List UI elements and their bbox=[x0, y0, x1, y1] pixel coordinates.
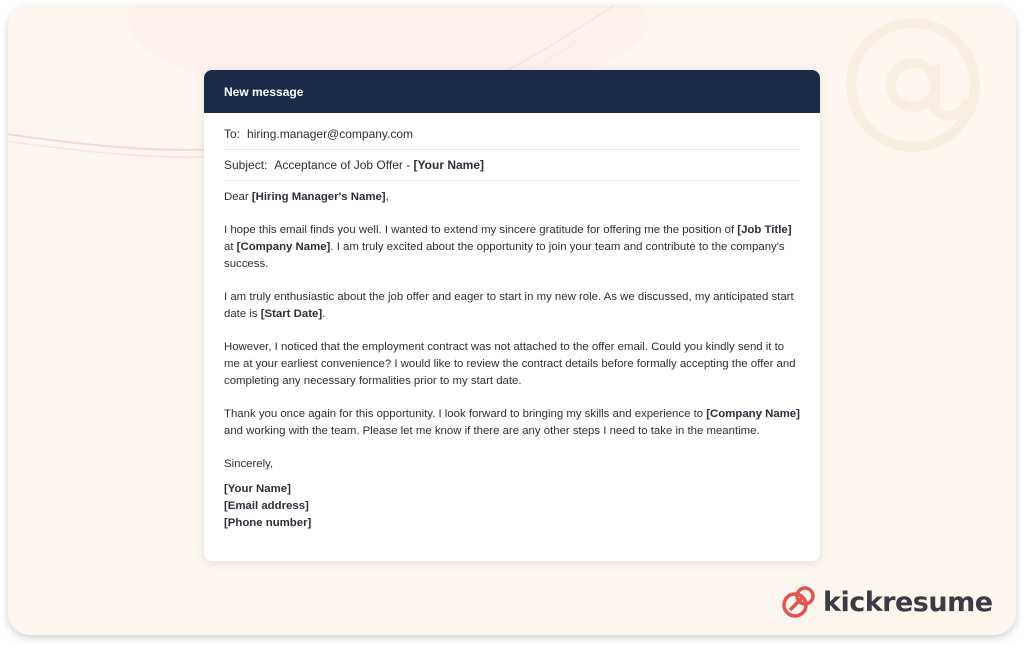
p2-text-1: I am truly enthusiastic about the job offer and eager to start in my new role. As we discussed, my anticipated start date is bbox=[224, 291, 794, 320]
signature-phone: [Phone number] bbox=[224, 516, 312, 529]
salutation-placeholder: [Hiring Manager's Name] bbox=[251, 191, 386, 203]
paragraph-4 bbox=[224, 406, 800, 440]
subject-placeholder: [Your Name] bbox=[413, 158, 484, 172]
kickresume-logo bbox=[781, 584, 993, 620]
to-label: To: bbox=[224, 127, 241, 141]
subject-label: Subject: bbox=[224, 158, 268, 172]
p1-text-1: I hope this email finds you well. I wanted to extend my sincere gratitude for offering me the position of bbox=[224, 224, 738, 237]
at-sign-icon bbox=[851, 23, 975, 147]
signature-block bbox=[224, 481, 800, 531]
p2-start-date: [Start Date] bbox=[260, 307, 323, 320]
message-body[interactable] bbox=[204, 181, 820, 531]
paragraph-3: However, I noticed that the employment contract was not attached to the offer email. Could you kindly send it to me at your earliest convenience? I would like to review the contract details before formally accepting the offer and completing any necessary formalities prior to my start date. bbox=[224, 341, 796, 387]
p2-text-2: . bbox=[322, 307, 326, 320]
to-value[interactable]: hiring.manager@company.com bbox=[247, 127, 414, 141]
subject-value[interactable] bbox=[274, 158, 484, 172]
signature-email: [Email address] bbox=[224, 499, 309, 512]
p4-text-2: and working with the team. Please let me know if there are any other steps I need to take in the meantime. bbox=[224, 424, 760, 437]
kickresume-wordmark: kickresume bbox=[823, 586, 993, 618]
salutation-comma: , bbox=[385, 191, 389, 203]
paragraph-2 bbox=[224, 289, 800, 323]
kickresume-logo-icon bbox=[781, 584, 817, 620]
p4-text-1: Thank you once again for this opportunity. I look forward to bringing my skills and experience to bbox=[224, 408, 707, 421]
to-field[interactable] bbox=[224, 119, 800, 150]
compose-titlebar bbox=[204, 70, 820, 113]
salutation-text: Dear bbox=[224, 191, 252, 203]
paragraph-1 bbox=[224, 222, 800, 272]
closing: Sincerely, bbox=[224, 458, 274, 471]
p1-text-2: at bbox=[224, 241, 237, 254]
p1-company-name: [Company Name] bbox=[236, 241, 331, 254]
signature-name: [Your Name] bbox=[224, 483, 291, 496]
p4-company-name: [Company Name] bbox=[706, 408, 800, 421]
p1-text-3: . I am truly excited about the opportunity to join your team and contribute to the company's success. bbox=[224, 241, 785, 270]
subject-text: Acceptance of Job Offer - bbox=[274, 158, 414, 172]
subject-field[interactable] bbox=[224, 150, 800, 181]
salutation bbox=[224, 189, 800, 206]
window-title: New message bbox=[224, 84, 304, 99]
p1-job-title: [Job Title] bbox=[737, 224, 792, 237]
email-compose-window bbox=[204, 70, 820, 561]
